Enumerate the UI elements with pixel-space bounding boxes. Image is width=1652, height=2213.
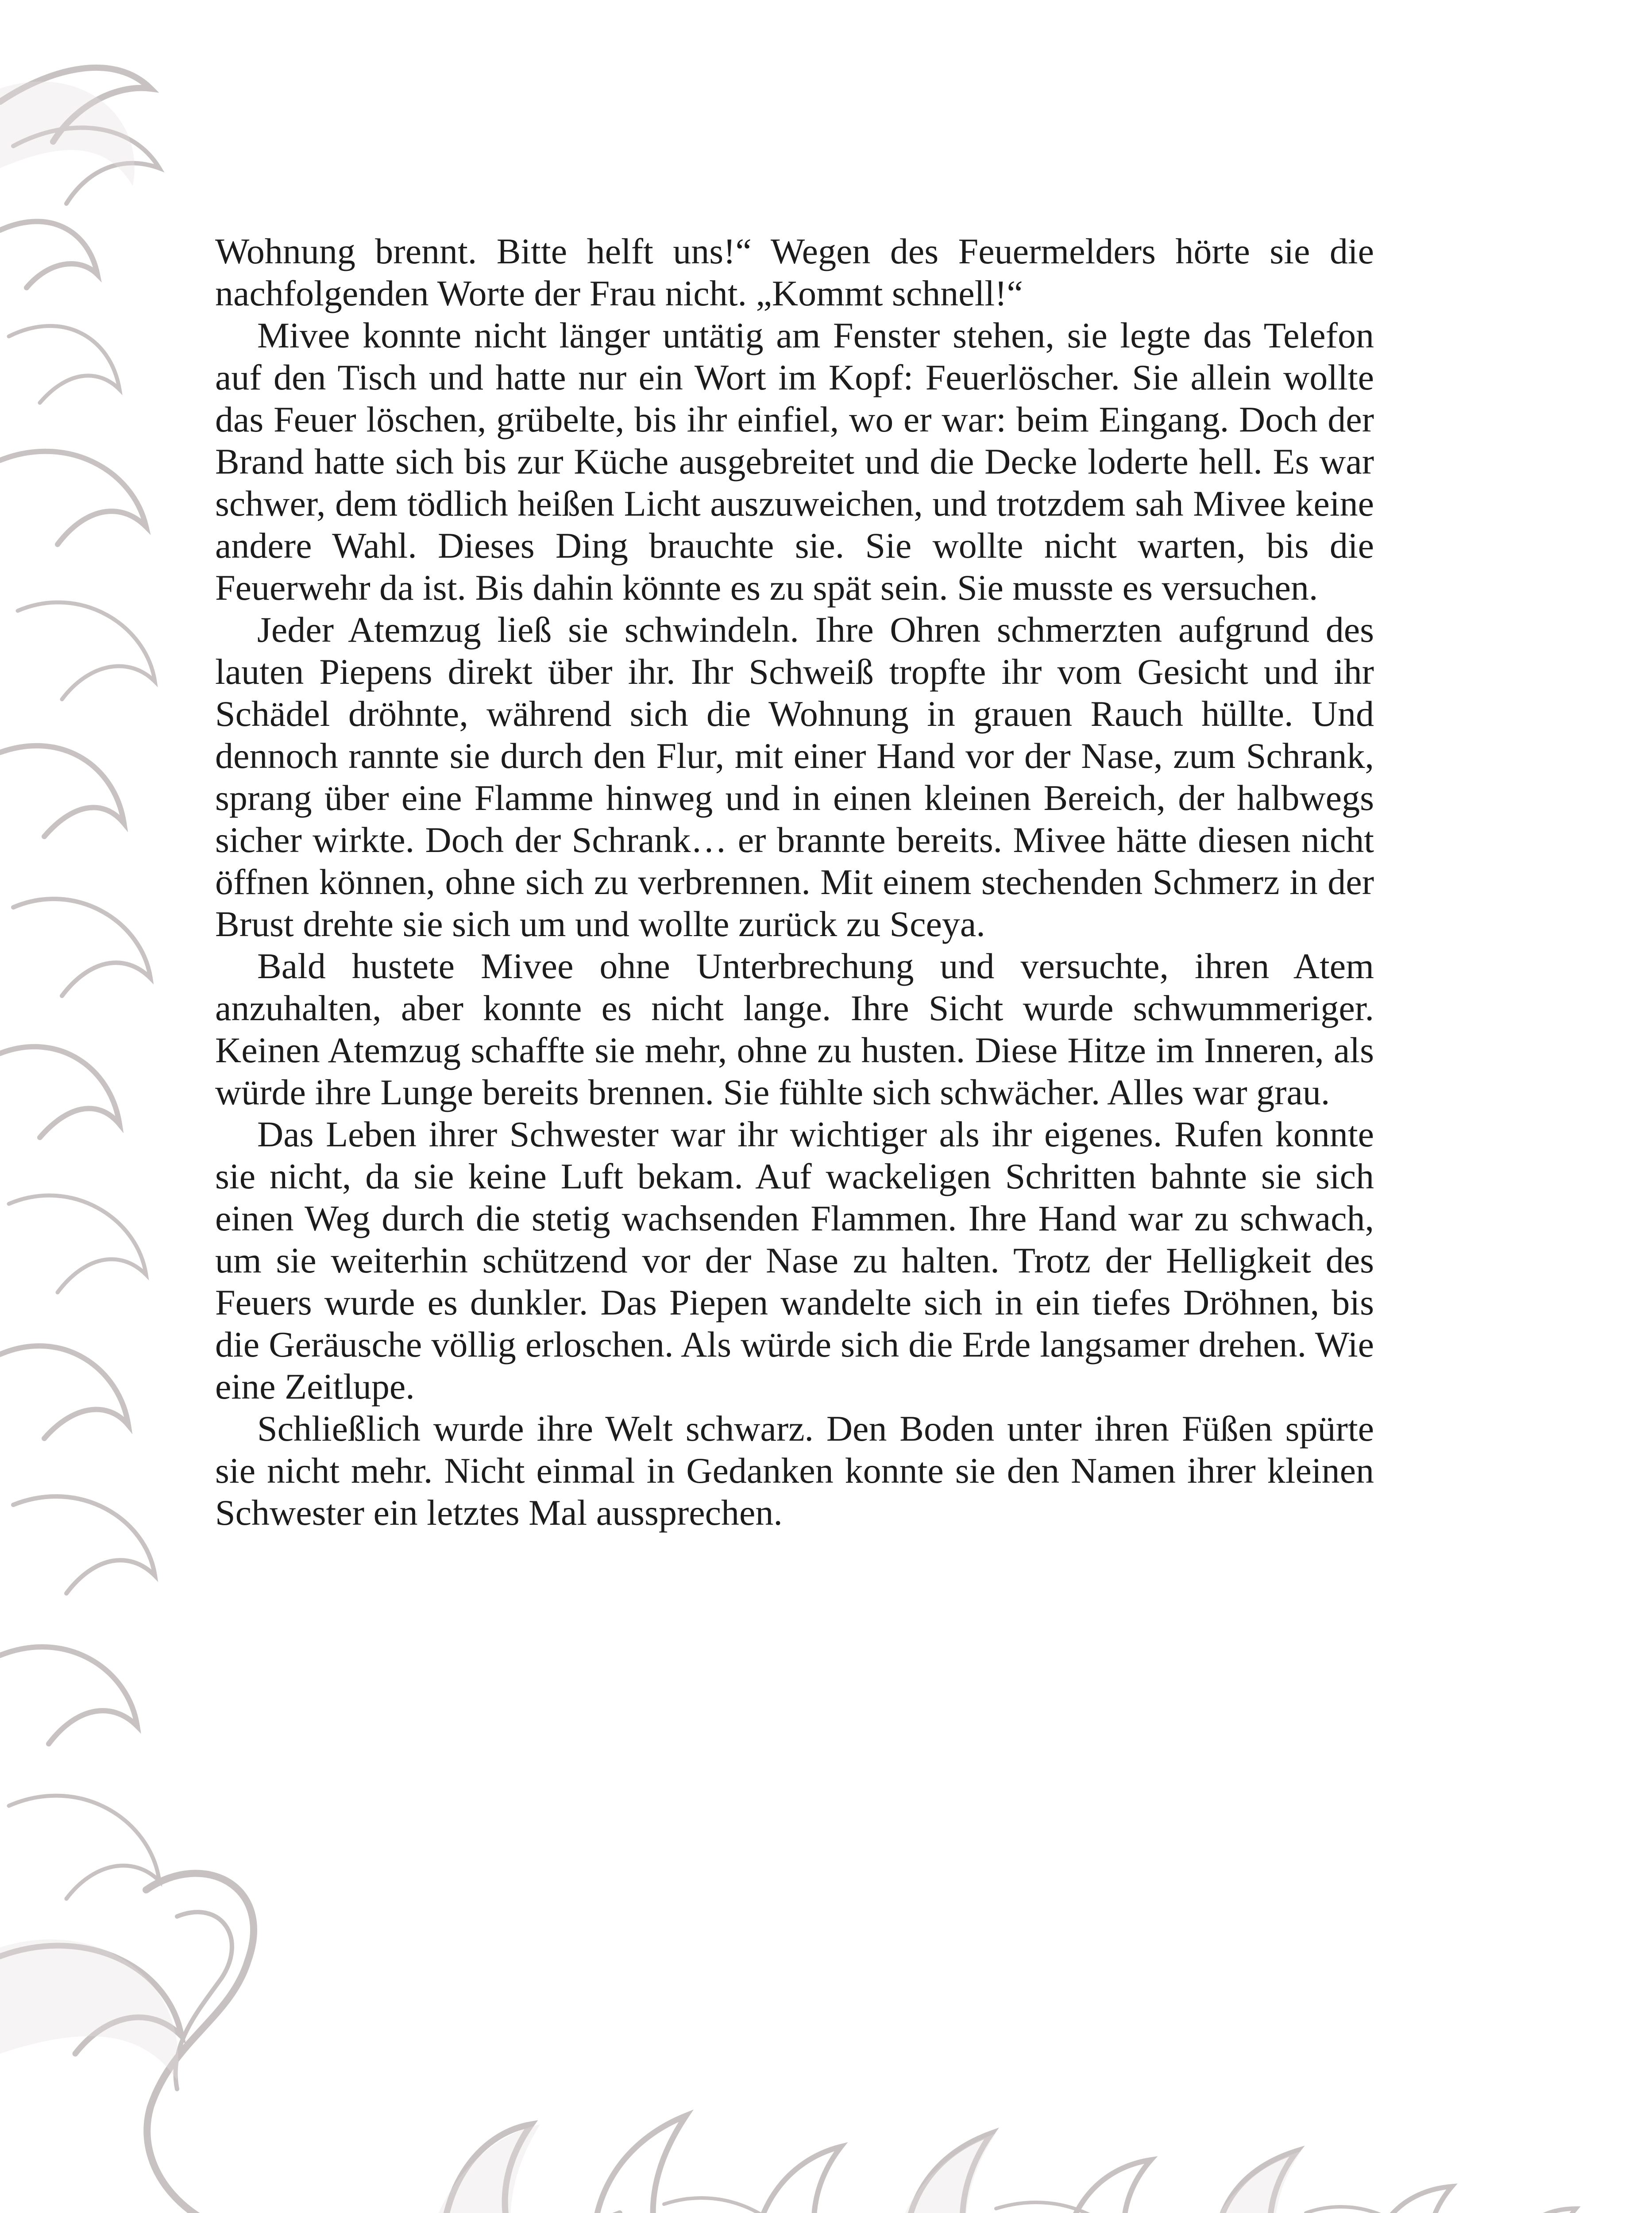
body-text bbox=[215, 230, 1374, 1534]
paragraph-2: Mivee konnte nicht länger untätig am Fenster stehen, sie legte das Telefon auf den Tisch und hatte nur ein Wort im Kopf: Feuerlöscher. Sie allein wollte das Feuer löschen, grübelte, bis ihr einfiel, wo er war: beim Eingang. Doch der Brand hatte sich bis zur Küche ausgebreitet und die Decke loderte hell. Es war schwer, dem tödlich heißen Licht auszuweichen, und trotzdem sah Mivee keine andere Wahl. Dieses Ding brauchte sie. Sie wollte nicht warten, bis die Feuerwehr da ist. Bis dahin könnte es zu spät sein. Sie musste es versuchen. bbox=[215, 315, 1374, 608]
paragraph-4: Bald hustete Mivee ohne Unterbrechung und versuchte, ihren Atem anzuhalten, aber konnte es nicht lange. Ihre Sicht wurde schwummeriger. Keinen Atemzug schaffte sie mehr, ohne zu husten. Diese Hitze im Inneren, als würde ihre Lunge bereits brennen. Sie fühlte sich schwächer. Alles war grau. bbox=[215, 946, 1374, 1112]
paragraph-3: Jeder Atemzug ließ sie schwindeln. Ihre Ohren schmerzten aufgrund des lauten Piepens direkt über ihr. Ihr Schweiß tropfte ihr vom Gesicht und ihr Schädel dröhnte, während sich die Wohnung in grauen Rauch hüllte. Und dennoch rannte sie durch den Flur, mit einer Hand vor der Nase, zum Schrank, sprang über eine Flamme hinweg und in einen kleinen Bereich, der halbwegs sicher wirkte. Doch der Schrank… er brannte bereits. Mivee hätte diesen nicht öffnen können, ohne sich zu verbrennen. Mit einem stechenden Schmerz in der Brust drehte sie sich um und wollte zurück zu Sceya. bbox=[215, 609, 1374, 944]
paragraph-6: Schließlich wurde ihre Welt schwarz. Den Boden unter ihren Füßen spürte sie nicht mehr. Nicht einmal in Gedanken konnte sie den Namen ihrer kleinen Schwester ein letztes Mal aussprechen. bbox=[215, 1408, 1374, 1533]
paragraph-5: Das Leben ihrer Schwester war ihr wichtiger als ihr eigenes. Rufen konnte sie nicht, da sie keine Luft bekam. Auf wackeligen Schritten bahnte sie sich einen Weg durch die stetig wachsenden Flammen. Ihre Hand war zu schwach, um sie weiterhin schützend vor der Nase zu halten. Trotz der Helligkeit des Feuers wurde es dunkler. Das Piepen wandelte sich in ein tiefes Dröhnen, bis die Geräusche völlig erloschen. Als würde sich die Erde langsamer drehen. Wie eine Zeitlupe. bbox=[215, 1114, 1374, 1407]
paragraph-1: Wohnung brennt. Bitte helft uns!“ Wegen des Feuermelders hörte sie die nachfolgenden Worte der Frau nicht. „Kommt schnell!“ bbox=[215, 231, 1374, 313]
